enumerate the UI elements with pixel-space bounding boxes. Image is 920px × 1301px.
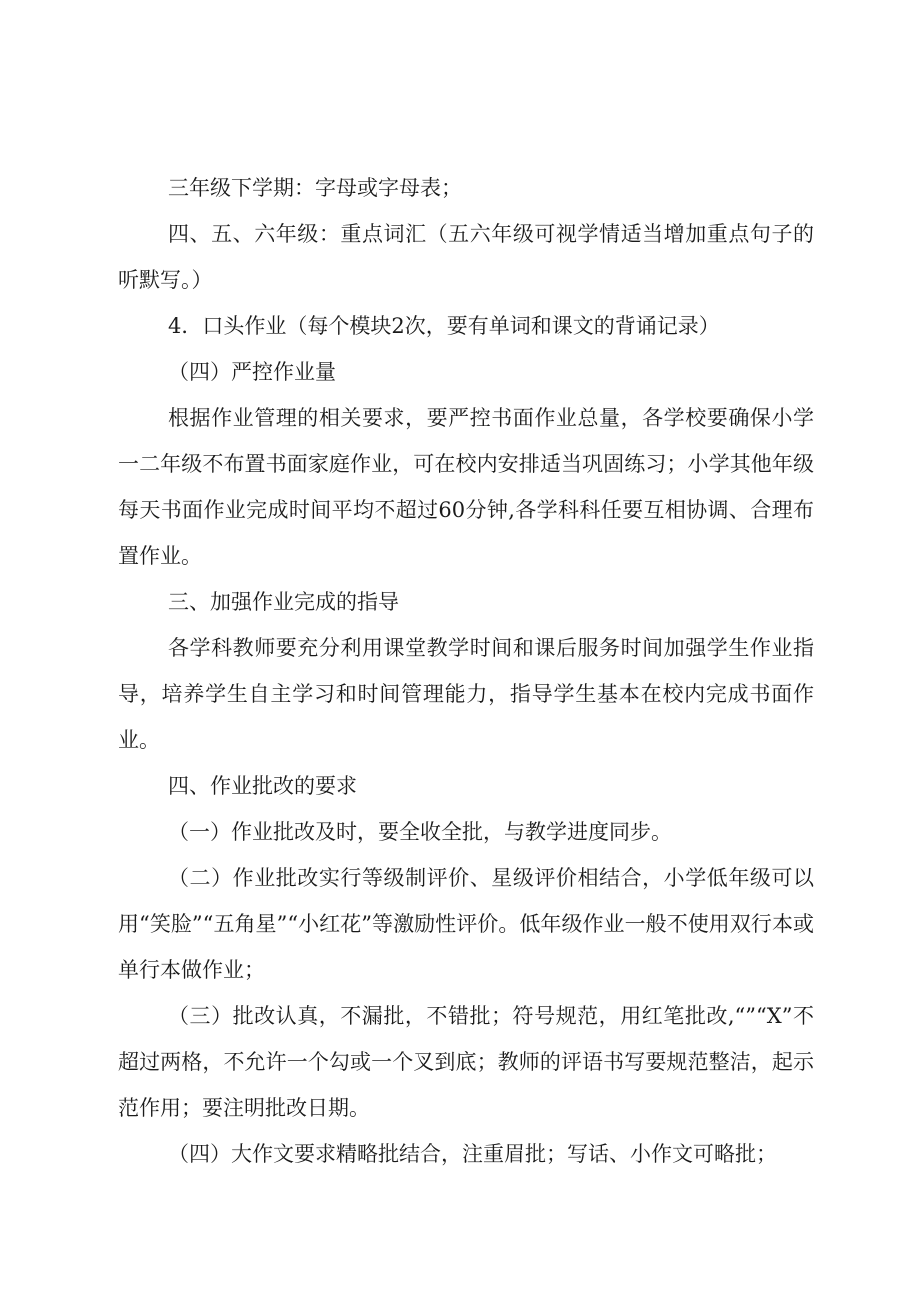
paragraph-grading-3: （三）批改认真，不漏批，不错批；符号规范，用红笔批改,“”“X”不超过两格，不允许一个勾或一个叉到底；教师的评语书写要规范整洁，起示范作用；要注明批改日期。 (118, 1004, 814, 1120)
heading-control-homework-amount: （四）严控作业量 (168, 360, 336, 384)
paragraph-grade4-6: 四、五、六年级：重点词汇（五六年级可视学情适当增加重点句子的听默写。） (118, 222, 814, 292)
paragraph-grade3-second-term: 三年级下学期：字母或字母表； (168, 176, 462, 200)
heading-section-4: 四、作业批改的要求 (168, 774, 357, 798)
paragraph-grading-2: （二）作业批改实行等级制评价、星级评价相结合，小学低年级可以用“笑脸”“五角星”“小红花”等激励性评价。低年级作业一般不使用双行本或单行本做作业； (118, 866, 814, 982)
paragraph-control-homework-amount: 根据作业管理的相关要求，要严控书面作业总量，各学校要确保小学一二年级不布置书面家庭作业，可在校内安排适当巩固练习；小学其他年级每天书面作业完成时间平均不超过60分钟,各学科科任要互相协调、合理布置作业。 (118, 406, 814, 568)
paragraph-grading-1: （一）作业批改及时，要全收全批，与教学进度同步。 (168, 820, 672, 844)
document-page (118, 165, 814, 1177)
heading-section-3: 三、加强作业完成的指导 (168, 590, 399, 614)
paragraph-grading-4: （四）大作文要求精略批结合，注重眉批；写话、小作文可略批； (168, 1142, 777, 1166)
paragraph-oral-homework: 4．口头作业（每个模块2次，要有单词和课文的背诵记录） (168, 314, 720, 338)
paragraph-section-3: 各学科教师要充分利用课堂教学时间和课后服务时间加强学生作业指导，培养学生自主学习和时间管理能力，指导学生基本在校内完成书面作业。 (118, 636, 814, 752)
